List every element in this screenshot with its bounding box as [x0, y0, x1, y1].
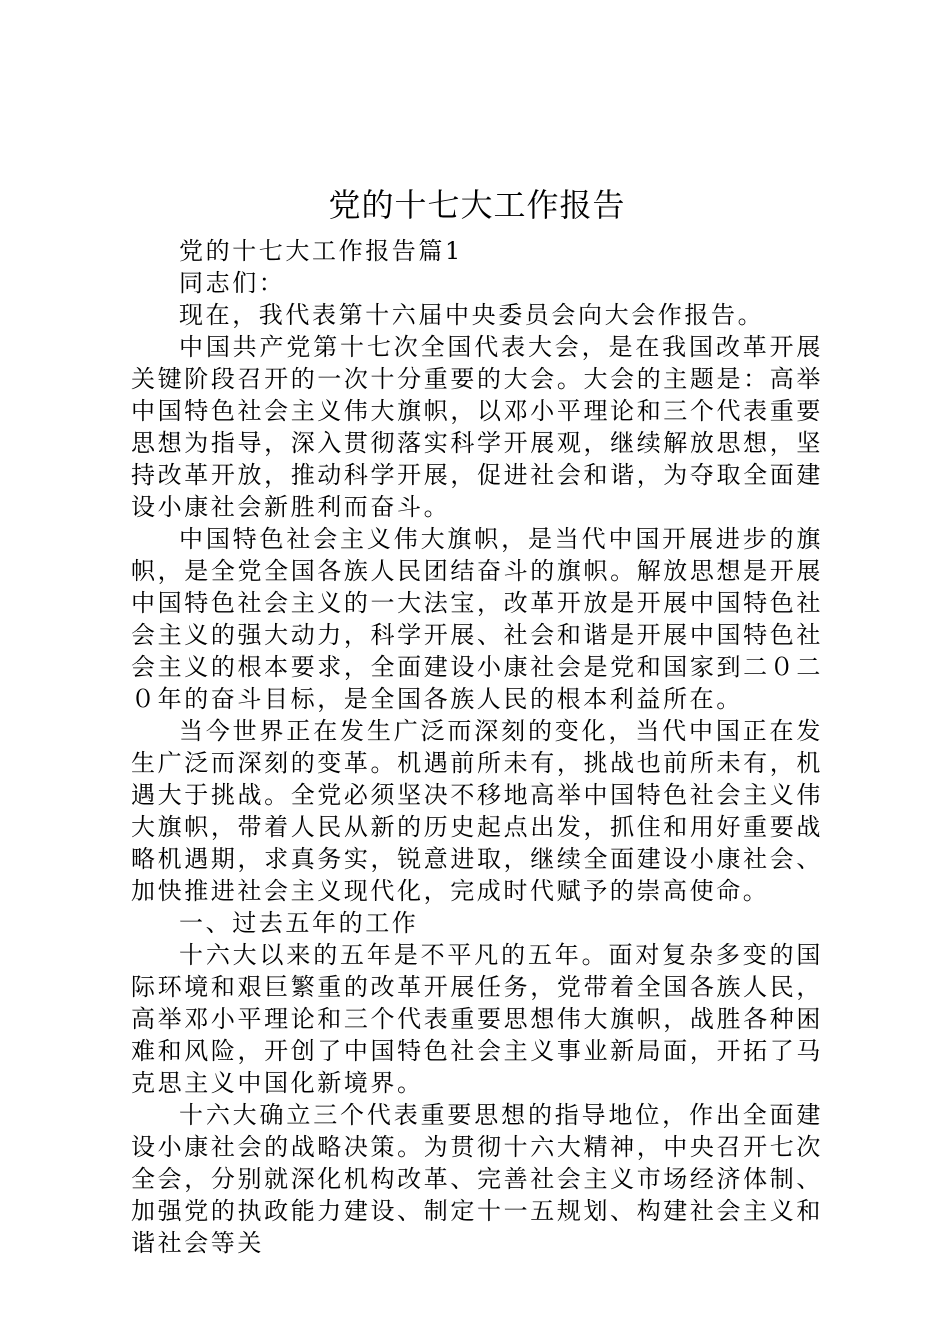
section-heading: 一、过去五年的工作	[179, 909, 419, 937]
document-title: 党的十七大工作报告	[328, 186, 626, 224]
section-heading: 党的十七大工作报告篇1	[179, 237, 463, 265]
document-body	[131, 235, 823, 1259]
paragraph: 十六大确立三个代表重要思想的指导地位，作出全面建设小康社会的战略决策。为贯彻十六大精神，中央召开七次全会，分别就深化机构改革、完善社会主义市场经济体制、加强党的执政能力建设、制定十一五规划、构建社会主义和谐社会等关	[131, 1101, 823, 1257]
paragraph: 当今世界正在发生广泛而深刻的变化，当代中国正在发生广泛而深刻的变革。机遇前所未有，挑战也前所未有，机遇大于挑战。全党必须坚决不移地高举中国特色社会主义伟大旗帜，带着人民从新的历史起点出发，抓住和用好重要战略机遇期，求真务实，锐意进取，继续全面建设小康社会、加快推进社会主义现代化，完成时代赋予的崇高使命。	[131, 717, 823, 905]
paragraph: 十六大以来的五年是不平凡的五年。面对复杂多变的国际环境和艰巨繁重的改革开展任务，党带着全国各族人民，高举邓小平理论和三个代表重要思想伟大旗帜，战胜各种困难和风险，开创了中国特色社会主义事业新局面，开拓了马克思主义中国化新境界。	[131, 941, 823, 1097]
paragraph: 中国特色社会主义伟大旗帜，是当代中国开展进步的旗帜，是全党全国各族人民团结奋斗的旗帜。解放思想是开展中国特色社会主义的一大法宝，改革开放是开展中国特色社会主义的强大动力，科学开展、社会和谐是开展中国特色社会主义的根本要求，全面建设小康社会是党和国家到二０二０年的奋斗目标，是全国各族人民的根本利益所在。	[131, 525, 823, 713]
document-page	[131, 181, 823, 1259]
paragraph: 现在，我代表第十六届中央委员会向大会作报告。	[179, 301, 765, 329]
paragraph: 中国共产党第十七次全国代表大会，是在我国改革开展关键阶段召开的一次十分重要的大会。大会的主题是：高举中国特色社会主义伟大旗帜，以邓小平理论和三个代表重要思想为指导，深入贯彻落实科学开展观，继续解放思想，坚持改革开放，推动科学开展，促进社会和谐，为夺取全面建设小康社会新胜利而奋斗。	[131, 333, 823, 521]
salutation: 同志们：	[179, 269, 286, 297]
